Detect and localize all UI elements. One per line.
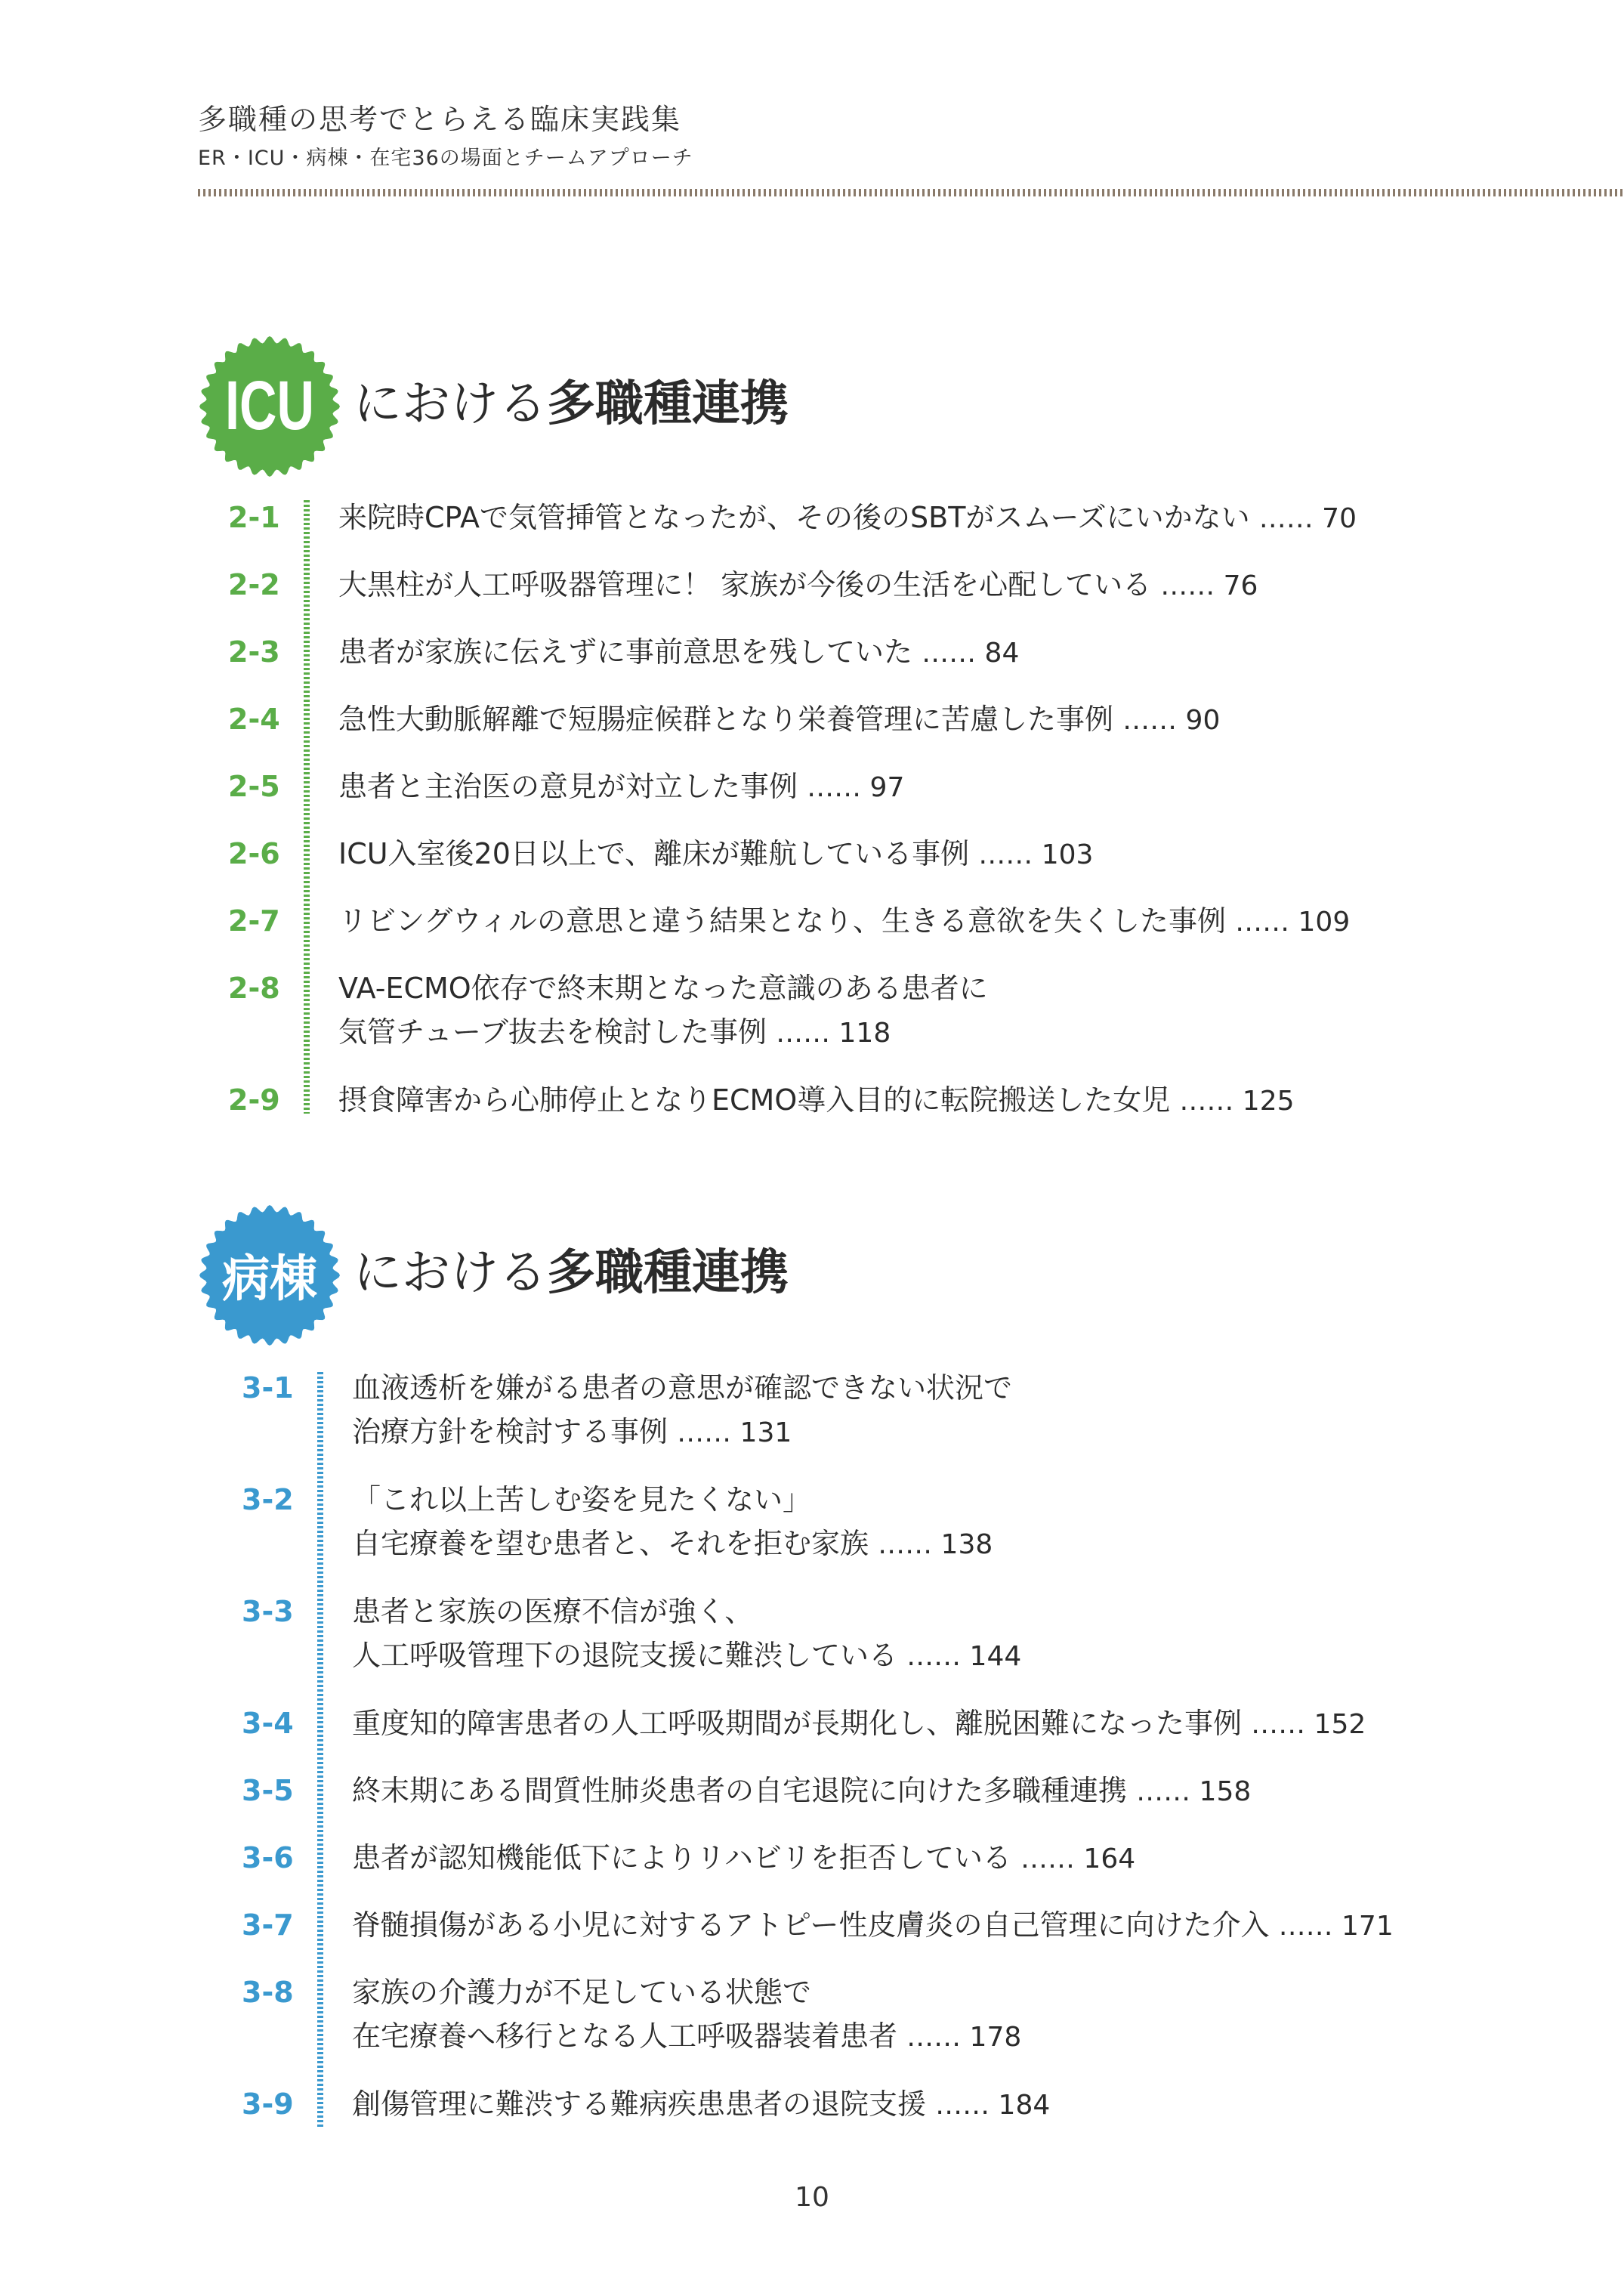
toc-item-number: 2-3 (228, 635, 280, 669)
toc-item-title: 患者が認知機能低下によりリハビリを拒否している (352, 1841, 1011, 1874)
toc-item-number: 2-6 (228, 837, 280, 870)
book-title: 多職種の思考でとらえる臨床実践集 (198, 103, 682, 136)
toc-item-title: 血液透析を嫌がる患者の意思が確認できない状況で (352, 1371, 1013, 1405)
ward-badge (198, 1204, 341, 1347)
toc-item-title: VA-ECMO依存で終末期となった意識のある患者に (338, 972, 988, 1005)
toc-item-page: …… 76 (1160, 570, 1258, 601)
toc-item-title: 治療方針を検討する事例 (352, 1415, 668, 1448)
toc-item-title: 患者と家族の医療不信が強く、 (352, 1595, 754, 1628)
badge-label: ICU (225, 367, 314, 444)
toc-item-title: 患者と主治医の意見が対立した事例 (338, 770, 798, 803)
toc-item-page: …… 70 (1258, 503, 1357, 534)
toc-item-number: 3-5 (242, 1774, 294, 1807)
toc-item-page: …… 97 (807, 772, 905, 803)
toc-item-page: …… 152 (1251, 1709, 1366, 1740)
section-title-prefix: における (354, 1245, 547, 1301)
toc-item-title: リビングウィルの意思と違う結果となり、生きる意欲を失くした事例 (338, 904, 1226, 938)
toc-item-number: 3-2 (242, 1483, 294, 1516)
toc-item-title: 人工呼吸管理下の退院支援に難渋している (352, 1639, 898, 1672)
toc-item-title: 在宅療養へ移行となる人工呼吸器装着患者 (352, 2020, 898, 2053)
book-subtitle: ER・ICU・病棟・在宅36の場面とチームアプローチ (198, 147, 693, 170)
toc-item-number: 2-2 (228, 568, 280, 601)
toc-item-number: 3-3 (242, 1595, 294, 1628)
section-title (354, 1239, 789, 1307)
toc-item-page: …… 125 (1179, 1086, 1295, 1117)
toc-item-page: …… 158 (1136, 1776, 1252, 1807)
toc-item-number: 2-7 (228, 904, 280, 938)
toc-item-title: 急性大動脈解離で短腸症候群となり栄養管理に苦慮した事例 (338, 703, 1114, 736)
badge-label: 病棟 (222, 1250, 317, 1308)
toc-item-page: …… 138 (878, 1529, 993, 1560)
running-header (198, 98, 693, 174)
toc-item-page: …… 109 (1235, 907, 1351, 938)
toc-item-page: …… 144 (906, 1641, 1022, 1672)
toc-item-number: 2-4 (228, 703, 280, 736)
section-title (354, 370, 789, 438)
toc-item-page: …… 131 (677, 1417, 792, 1448)
toc-item-page: …… 171 (1278, 1911, 1394, 1942)
toc-item-title: 自宅療養を望む患者と、それを拒む家族 (352, 1527, 869, 1560)
toc-item-number: 2-1 (228, 501, 280, 534)
toc-item-number: 3-6 (242, 1841, 294, 1874)
toc-item-title: 患者が家族に伝えずに事前意思を残していた (338, 635, 913, 669)
toc-item-title: 重度知的障害患者の人工呼吸期間が長期化し、離脱困難になった事例 (352, 1707, 1243, 1740)
toc-item-title: 気管チューブ抜去を検討した事例 (338, 1015, 767, 1049)
section-title-main: 多職種連携 (547, 376, 789, 432)
icu-badge (198, 335, 341, 478)
toc-item-page: …… 164 (1020, 1843, 1136, 1874)
toc-item-number: 3-4 (242, 1707, 294, 1740)
toc-item-title: 「これ以上苦しむ姿を見たくない」 (352, 1483, 812, 1516)
header-dotted-rule (198, 189, 1624, 196)
toc-item-number: 2-8 (228, 972, 280, 1005)
scalloped-badge-icon (198, 1204, 341, 1347)
toc-item-title: 家族の介護力が不足している状態で (352, 1976, 812, 2009)
section-title-main: 多職種連携 (547, 1245, 789, 1301)
toc-item-page: …… 118 (776, 1018, 891, 1049)
toc-item-title: 大黒柱が人工呼吸器管理に！ 家族が今後の生活を心配している (338, 568, 1152, 601)
section-title-prefix: における (354, 376, 547, 432)
toc-item-title: 創傷管理に難渋する難病疾患患者の退院支援 (352, 2087, 927, 2121)
toc-item-page: …… 103 (978, 839, 1094, 870)
toc-item-title: 終末期にある間質性肺炎患者の自宅退院に向けた多職種連携 (352, 1774, 1128, 1807)
toc-item-title: 来院時CPAで気管挿管となったが、その後のSBTがスムーズにいかない (338, 501, 1250, 534)
toc-item-title: 脊髄損傷がある小児に対するアトピー性皮膚炎の自己管理に向けた介入 (352, 1908, 1270, 1942)
page-number: 10 (795, 2182, 829, 2213)
toc-item-title: 摂食障害から心肺停止となりECMO導入目的に転院搬送した女児 (338, 1083, 1171, 1117)
toc-item-number: 3-8 (242, 1976, 294, 2009)
toc-item-page: …… 84 (922, 638, 1020, 669)
toc-item-number: 3-9 (242, 2087, 294, 2121)
toc-item-number: 2-9 (228, 1083, 280, 1117)
toc-item-number: 2-5 (228, 770, 280, 803)
toc-item-number: 3-1 (242, 1371, 294, 1405)
toc-item-number: 3-7 (242, 1908, 294, 1942)
toc-item-page: …… 90 (1122, 705, 1221, 736)
toc-item-title: ICU入室後20日以上で、離床が難航している事例 (338, 837, 970, 870)
toc-item-page: …… 178 (906, 2022, 1022, 2053)
scalloped-badge-icon (198, 335, 341, 478)
toc-item-page: …… 184 (935, 2090, 1051, 2121)
